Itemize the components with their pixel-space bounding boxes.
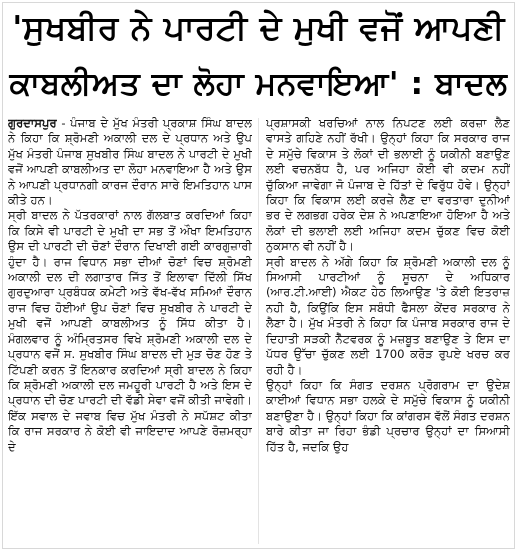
dateline: ਗੁਰਦਾਸਪੁਰ bbox=[8, 116, 57, 130]
article-paragraph bbox=[8, 116, 252, 208]
article-column-left bbox=[8, 116, 252, 546]
article-text: - ਪੰਜਾਬ ਦੇ ਮੁੱਖ ਮੰਤਰੀ ਪ੍ਰਕਾਸ਼ ਸਿੰਘ ਬਾਦਲ ਨੇ ਕਿਹਾ ਕਿ ਸ਼੍ਰੋਮਣੀ ਅਕਾਲੀ ਦਲ ਦੇ ਪ੍ਰਧਾਨ ਅਤੇ ਉਪ ਮੁੱਖ ਮੰਤਰੀ ਪੰਜਾਬ ਸੁਖਬੀਰ ਸਿੰਘ ਬਾਦਲ ਨੇ ਪਾਰਟੀ ਦੇ ਮੁਖੀ ਵਜੋਂ ਆਪਣੀ ਕਾਬਲੀਅਤ ਦਾ ਲੋਹਾ ਮਨਵਾਇਆ ਹੈ ਅਤੇ ਉਸ ਨੇ ਆਪਣੀ ਪ੍ਰਧਾਨਗੀ ਕਾਰਜ ਦੌਰਾਨ ਸਾਰੇ ਇਮਤਿਹਾਨ ਪਾਸ ਕੀਤੇ ਹਨ। bbox=[8, 116, 252, 208]
headline-line-2: ਕਾਬਲੀਅਤ ਦਾ ਲੋਹਾ ਮਨਵਾਇਆ' : ਬਾਦਲ bbox=[9, 66, 508, 102]
headline-line-1: 'ਸੁਖਬੀਰ ਨੇ ਪਾਰਟੀ ਦੇ ਮੁਖੀ ਵਜੋਂ ਆਪਣੀ bbox=[12, 8, 505, 47]
article-column-right bbox=[266, 116, 510, 546]
article-paragraph: ਪ੍ਰਸ਼ਾਸਕੀ ਖਰਚਿਆਂ ਨਾਲ ਨਿਪਟਣ ਲਈ ਕਰਜ਼ਾ ਲੈਣ ਵਾਸਤੇ ਗਹਿਣੇ ਨਹੀਂ ਰੱਖੀ। ਉਨ੍ਹਾਂ ਕਿਹਾ ਕਿ ਸਰਕਾਰ ਰਾਜ ਦੇ ਸਮੁੱਚੇ ਵਿਕਾਸ ਤੇ ਲੋਕਾਂ ਦੀ ਭਲਾਈ ਨੂੰ ਯਕੀਨੀ ਬਣਾਉਣ ਲਈ ਵਚਨਬੱਧ ਹੈ, ਪਰ ਅਜਿਹਾ ਕੋਈ ਵੀ ਕਦਮ ਨਹੀਂ ਚੁੱਕਿਆ ਜਾਵੇਗਾ ਜੋ ਪੰਜਾਬ ਦੇ ਹਿੱਤਾਂ ਦੇ ਵਿਰੁੱਧ ਹੋਵੇ। ਉਨ੍ਹਾਂ ਕਿਹਾ ਕਿ ਵਿਕਾਸ ਲਈ ਕਰਜ਼ੇ ਲੈਣ ਦਾ ਵਰਤਾਰਾ ਦੁਨੀਆਂ ਭਰ ਦੇ ਲਗਭਗ ਹਰੇਕ ਦੇਸ਼ ਨੇ ਅਪਣਾਇਆ ਹੋਇਆ ਹੈ ਅਤੇ ਲੋਕਾਂ ਦੀ ਭਲਾਈ ਲਈ ਅਜਿਹਾ ਕਦਮ ਚੁੱਕਣ ਵਿਚ ਕੋਈ ਨੁਕਸਾਨ ਵੀ ਨਹੀਂ ਹੈ। bbox=[266, 116, 510, 254]
article-paragraph: ਉਨ੍ਹਾਂ ਕਿਹਾ ਕਿ ਸੰਗਤ ਦਰਸ਼ਨ ਪ੍ਰੋਗਰਾਮ ਦਾ ਉਦੇਸ਼ ਕਾਈਆਂ ਵਿਧਾਨ ਸਭਾ ਹਲਕੇ ਦੇ ਸਮੁੱਚੇ ਵਿਕਾਸ ਨੂੰ ਯਕੀਨੀ ਬਣਾਉਣਾ ਹੈ। ਉਨ੍ਹਾਂ ਕਿਹਾ ਕਿ ਕਾਂਗਰਸ ਵੱਲੋਂ ਸੰਗਤ ਦਰਸ਼ਨ ਬਾਰੇ ਕੀਤਾ ਜਾ ਰਿਹਾ ਭੰਡੀ ਪ੍ਰਚਾਰ ਉਨ੍ਹਾਂ ਦਾ ਸਿਆਸੀ ਹਿੱਤ ਹੈ, ਜਦਕਿ ਉਹ bbox=[266, 377, 510, 454]
article-paragraph: ਸ੍ਰੀ ਬਾਦਲ ਨੇ ਅੱਗੇ ਕਿਹਾ ਕਿ ਸ਼੍ਰੋਮਣੀ ਅਕਾਲੀ ਦਲ ਨੂੰ ਸਿਆਸੀ ਪਾਰਟੀਆਂ ਨੂੰ ਸੂਚਨਾ ਦੇ ਅਧਿਕਾਰ (ਆਰ.ਟੀ.ਆਈ) ਐਕਟ ਹੇਠ ਲਿਆਉਣ 'ਤੇ ਕੋਈ ਇਤਰਾਜ਼ ਨਹੀ ਹੈ, ਕਿਉਂਕਿ ਇਸ ਸਬੰਧੀ ਫੈਸਲਾ ਕੇਂਦਰ ਸਰਕਾਰ ਨੇ ਲੈਣਾ ਹੈ। ਮੁੱਖ ਮੰਤਰੀ ਨੇ ਕਿਹਾ ਕਿ ਪੰਜਾਬ ਸਰਕਾਰ ਰਾਜ ਦੇ ਦਿਹਾਤੀ ਸੜਕੀ ਨੈੱਟਵਰਕ ਨੂੰ ਮਜ਼ਬੂਤ ਬਣਾਉਣ ਤੇ ਇਸ ਦਾ ਪੱਧਰ ਉੱਚਾ ਚੁੱਕਣ ਲਈ 1700 ਕਰੋੜ ਰੁਪਏ ਖਰਚ ਕਰ ਰਹੀ ਹੈ। bbox=[266, 254, 510, 377]
column-divider bbox=[258, 118, 259, 544]
article-paragraph: ਸ੍ਰੀ ਬਾਦਲ ਨੇ ਪੱਤਰਕਾਰਾਂ ਨਾਲ ਗੱਲਬਾਤ ਕਰਦਿਆਂ ਕਿਹਾ ਕਿ ਕਿਸੇ ਵੀ ਪਾਰਟੀ ਦੇ ਮੁਖੀ ਦਾ ਸਭ ਤੋਂ ਔਖਾ ਇਮਤਿਹਾਨ ਉਸ ਦੀ ਪਾਰਟੀ ਦੀ ਚੋਣਾਂ ਦੌਰਾਨ ਦਿਖਾਈ ਗਈ ਕਾਰਗੁਜ਼ਾਰੀ ਹੁੰਦਾ ਹੈ। ਰਾਜ ਵਿਧਾਨ ਸਭਾ ਦੀਆਂ ਚੋਣਾਂ ਵਿਚ ਸ਼੍ਰੋਮਣੀ ਅਕਾਲੀ ਦਲ ਦੀ ਲਗਾਤਾਰ ਜਿੱਤ ਤੋਂ ਇਲਾਵਾ ਦਿੱਲੀ ਸਿੱਖ ਗੁਰਦੁਆਰਾ ਪ੍ਰਬੰਧਕ ਕਮੇਟੀ ਅਤੇ ਵੱਖ-ਵੱਖ ਸਮਿਆਂ ਦੌਰਾਨ ਰਾਜ ਵਿਚ ਹੋਈਆਂ ਉਪ ਚੋਣਾਂ ਵਿਚ ਸੁਖਬੀਰ ਨੇ ਪਾਰਟੀ ਦੇ ਮੁਖੀ ਵਜੋਂ ਆਪਣੀ ਕਾਬਲੀਅਤ ਨੂੰ ਸਿੱਧ ਕੀਤਾ ਹੈ। ਮੰਗਲਵਾਰ ਨੂੰ ਅੰਮ੍ਰਿਤਸਰ ਵਿਖੇ ਸ਼੍ਰੋਮਣੀ ਅਕਾਲੀ ਦਲ ਦੇ ਪ੍ਰਧਾਨ ਵਜੋਂ ਸ. ਸੁਖਬੀਰ ਸਿੰਘ ਬਾਦਲ ਦੀ ਮੁੜ ਚੋਣ ਹੋਣ ਤੇ ਟਿੱਪਣੀ ਕਰਨ ਤੋਂ ਇਨਕਾਰ ਕਰਦਿਆਂ ਸ੍ਰੀ ਬਾਦਲ ਨੇ ਕਿਹਾ ਕਿ ਸ਼੍ਰੋਮਣੀ ਅਕਾਲੀ ਦਲ ਜਮਹੂਰੀ ਪਾਰਟੀ ਹੈ ਅਤੇ ਇਸ ਦੇ ਪ੍ਰਧਾਨ ਦੀ ਚੋਣ ਪਾਰਟੀ ਦੀ ਵੱਡੀ ਸੇਵਾ ਵਜੋਂ ਕੀਤੀ ਜਾਵੇਗੀ। ਇੱਕ ਸਵਾਲ ਦੇ ਜਵਾਬ ਵਿਚ ਮੁੱਖ ਮੰਤਰੀ ਨੇ ਸਪੱਸ਼ਟ ਕੀਤਾ ਕਿ ਰਾਜ ਸਰਕਾਰ ਨੇ ਕੋਈ ਵੀ ਜਾਇਦਾਦ ਆਪਣੇ ਰੋਜ਼ਮਰ੍ਹਾ ਦੇ bbox=[8, 208, 252, 454]
